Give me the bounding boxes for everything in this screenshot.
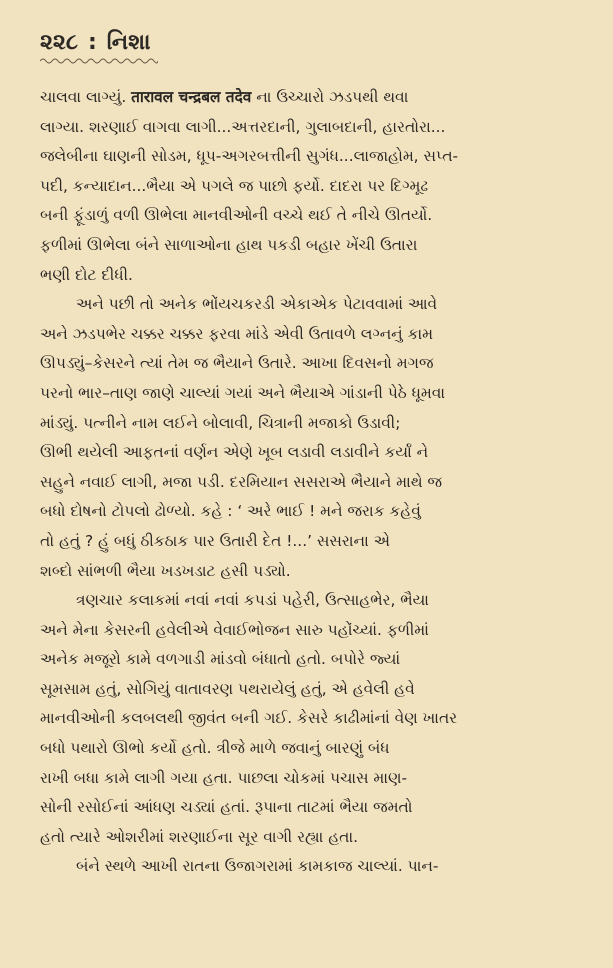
text-line: પદી, કન્યાદાન...ભૈયા એ પગલે જ પાછો ફર્યો. દાદરા પર દિગ્મૂઢ [40, 176, 429, 195]
text-line: બધો પથારો ઊભો કર્યો હતો. ત્રીજે માળે જવાનું બારણું બંધ [40, 739, 390, 758]
text-line: લાગ્યા. શરણાઈ વાગવા લાગી...અત્તરદાની, ગુલાબદાની, હારતોરા... [40, 117, 446, 136]
text-line: જલેબીના ઘાણની સોડમ, ધૂપ-અગરબત્તીની સુગંધ...લાજાહોમ, સપ્ત- [40, 147, 459, 166]
paragraph-2 [40, 290, 573, 586]
text-line: બંને સ્થળે આખી રાતના ઉજાગરામાં કામકાજ ચાલ્યાં. પાન- [76, 857, 439, 876]
text-line: રાખી બધા કામે લાગી ગયા હતા. પાછલા ચોકમાં પચાસ માણ- [40, 768, 408, 787]
text-line: ચાલવા લાગ્યું. तारावल चन्द्रबल तदेव ના ઉચ્ચારો ઝડપથી થવા [40, 88, 409, 106]
text-line: ભણી દોટ દીધી. [40, 265, 133, 284]
text-line: સહુને નવાઈ લાગી, મજા પડી. દરમિયાન સસરાએ ભૈયાને માથે જ [40, 472, 442, 491]
text-line: અને મેના કેસરની હવેલીએ વેવાઈભોજન સારુ પહોંચ્યાં. ફળીમાં [40, 620, 429, 639]
text-line: સોની રસોઈનાં આંધણ ચડ્યાં હતાં. રૂપાના તાટમાં ભૈયા જમતો [40, 798, 413, 817]
text-line: અને પછી તો અનેક ભોંયચકરડી એકાએક પેટાવવામાં આવે [76, 295, 438, 314]
decorative-underline-icon [40, 57, 158, 65]
text-line: માંડ્યું. પત્નીને નામ લઈને બોલાવી, ચિત્રાની મજાકો ઉડાવી; [40, 413, 401, 432]
page-number: ૨૨૮ [40, 30, 78, 55]
text-line: ફળીમાં ઊભેલા બંને સાળાઓના હાથ પકડી બહાર ખેંચી ઉતારા [40, 235, 418, 254]
text-line: શબ્દો સાંભળી ભૈયા ખડખડાટ હસી પડ્યો. [40, 561, 291, 580]
paragraph-1 [40, 83, 573, 290]
body-text [40, 83, 573, 882]
text-line: પરનો ભાર–તાણ જાણે ચાલ્યાં ગયાં અને ભૈયાએ ગાંડાની પેઠે ધૂમવા [40, 383, 446, 402]
text-line: ઊપડ્યું–કેસરને ત્યાં તેમ જ ભૈયાને ઉતારે. આખા દિવસનો મગજ [40, 354, 434, 373]
page-header [40, 30, 573, 55]
paragraph-3 [40, 586, 573, 852]
sanskrit-highlight: तारावल चन्द्रबल तदेव [131, 88, 252, 106]
paragraph-4 [40, 852, 573, 882]
text-line: સૂમસામ હતું, સોગિયું વાતાવરણ પથરાયેલું હતું, એ હવેલી હવે [40, 679, 415, 698]
text-line: માનવીઓની કલબલથી જીવંત બની ગઈ. કેસરે કાઢીમાંનાં વેણ ખાતર [40, 709, 458, 728]
text-line: ઊભી થયેલી આફતનાં વર્ણન એણે ખૂબ લડાવી લડાવીને કર્યાં ને [40, 443, 429, 462]
book-title: નિશા [106, 30, 151, 55]
text-line: અને ઝડપભેર ચક્કર ચક્કર ફરવા માંડે એવી ઉતાવળે લગ્નનું કામ [40, 324, 434, 343]
text-line: તો હતું ? હું બધું ઠીકઠાક પાર ઉતારી દેત !...’ સસરાના એ [40, 531, 390, 550]
text-line: બની ફૂંડાળું વળી ઊભેલા માનવીઓની વચ્ચે થઈ તે નીચે ઊતર્યો. [40, 206, 433, 225]
text-line: હતો ત્યારે ઓશરીમાં શરણાઈના સૂર વાગી રહ્યા હતા. [40, 827, 359, 846]
header-separator: : [87, 30, 97, 55]
text-line: બધો દોષનો ટોપલો ઢોળ્યો. કહે : ‘ અરે ભાઈ ! મને જરાક કહેવું [40, 502, 421, 521]
text-line: ત્રણચાર કલાકમાં નવાં નવાં કપડાં પહેરી, ઉત્સાહભેર, ભૈયા [76, 591, 429, 610]
text-line: અનેક મજૂરો કામે વળગાડી માંડવો બંધાતો હતો. બપોરે જ્યાં [40, 650, 401, 669]
